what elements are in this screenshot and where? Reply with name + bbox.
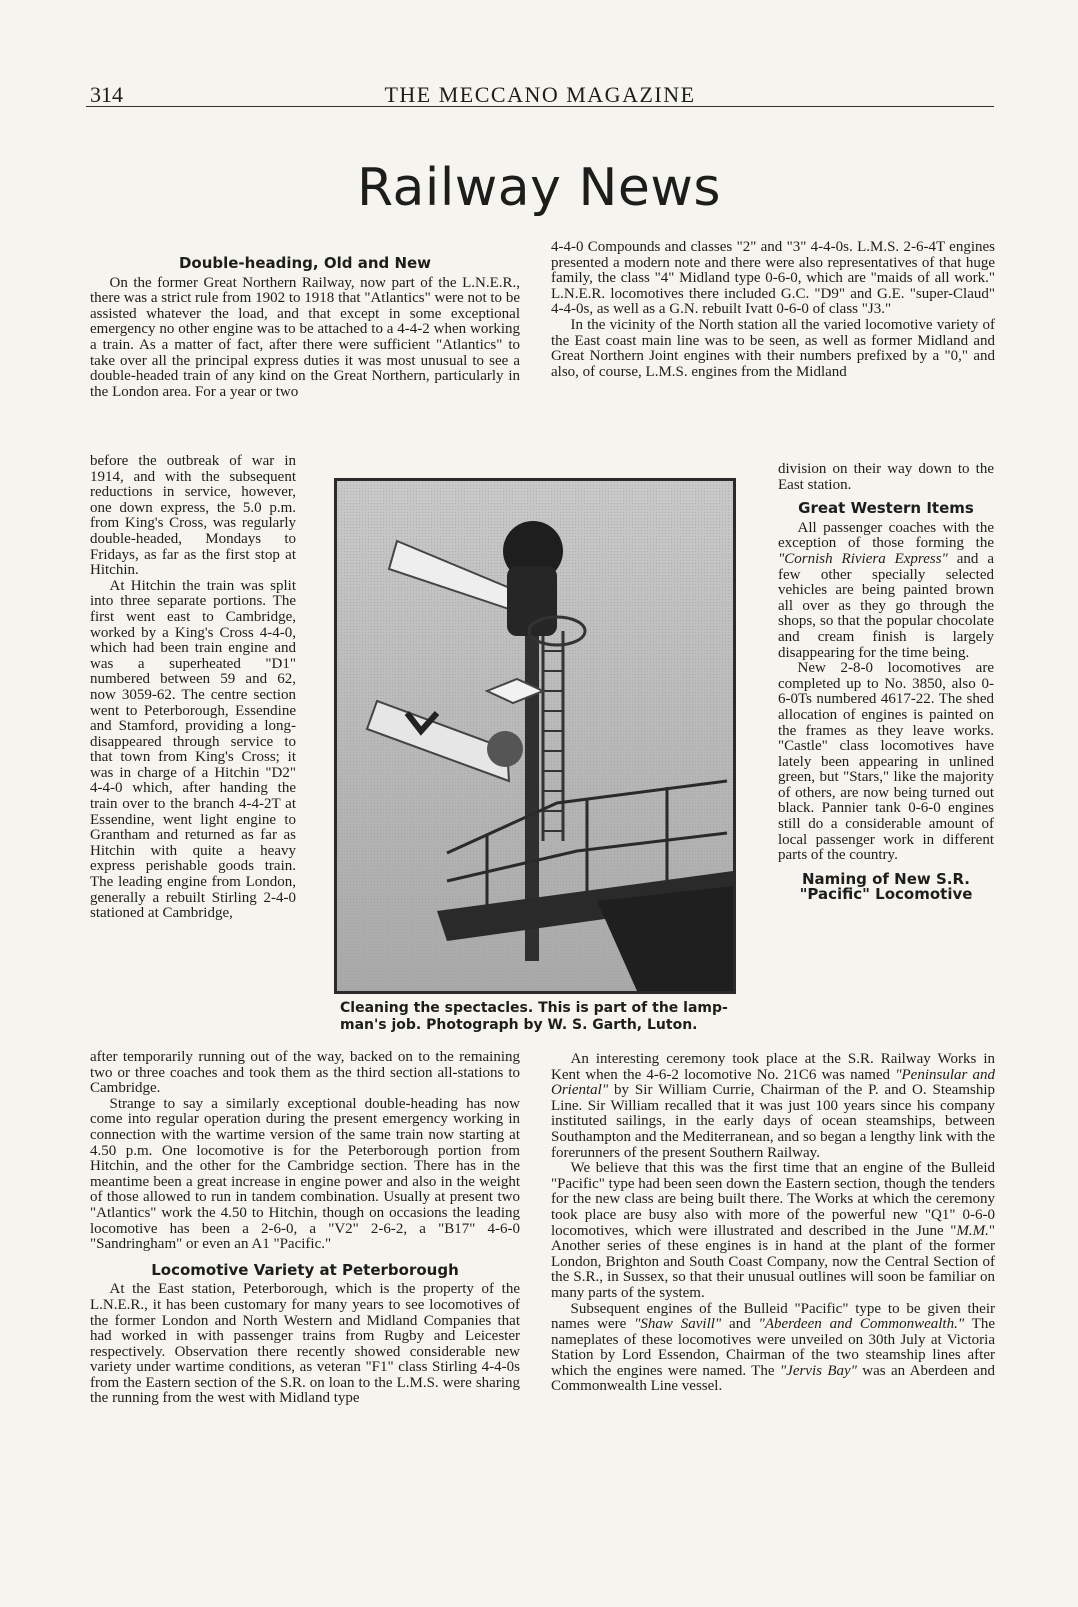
paragraph: We believe that this was the first time that an engine of the Bulleid "Pacific" type had been seen down the Eastern section, though the tenders for the new class are being built there. The Works at which the ceremony took place are busy also with more of the powerful new "Q1" 0-6-0 locomotives, which were illustrated and described in the June "M.M." Another series of these engines is in hand at the plant of the former London, Brighton and South Coast Company, now the Central Section of the S.R., in Sussex, so that their unusual outlines will soon be familiar on many parts of the system. bbox=[551, 1160, 995, 1301]
paragraph: New 2-8-0 locomotives are completed up to No. 3850, also 0-6-0Ts numbered 4617-22. The shed allocation of engines is painted on the frames as they leave works. "Castle" class locomotives have lately been appearing in unlined green, but "Stars," like the majority of others, are now being turned out black. Pannier tank 0-6-0 engines still do a considerable amount of local passenger work in different parts of the country. bbox=[778, 660, 994, 864]
paragraph: Strange to say a similarly exceptional double-heading has now come into regular operation during the present emergency working in connection with the wartime version of the same train now starting at 4.50 p.m. One locomotive is for the Peterborough portion from Hitchin, and the other for the Cambridge section. There has in the meantime been a great increase in engine power and also in the weight of those allowed to run in tandem combination. Usually at present two "Atlantics" work the 4.50 to Hitchin, though on occasions the leading locomotive has been a 2-6-0, a "V2" 2-6-2, a "B17" 4-6-0 "Sandringham" or even an A1 "Pacific." bbox=[90, 1095, 520, 1253]
left-column-top bbox=[90, 250, 520, 400]
section-heading-peterborough: Locomotive Variety at Peterborough bbox=[151, 1260, 459, 1279]
paragraph: Subsequent engines of the Bulleid "Pacific" type to be given their names were "Shaw Savill" and "Aberdeen and Commonwealth." The nameplates of these locomotives were unveiled on 30th July at Victoria Station by Lord Essendon, Chairman of the two steamship lines after which the engines were named. The "Jervis Bay" was an Aberdeen and Commonwealth Line vessel. bbox=[551, 1300, 995, 1395]
magazine-title: THE MECCANO MAGAZINE bbox=[384, 82, 696, 107]
paragraph: after temporarily running out of the way, backed on to the remaining two or three coaches and took them as the third section all-stations to Cambridge. bbox=[90, 1049, 520, 1097]
right-column-bottom bbox=[551, 1052, 995, 1395]
section-heading-great-western: Great Western Items bbox=[798, 499, 974, 518]
paragraph: On the former Great Northern Railway, now part of the L.N.E.R., there was a strict rule from 1902 to 1918 that "Atlantics" were not to be assisted whatever the load, and that except in some exceptional emergency no other engine was to be attached to a 4-4-2 when working a train. As a matter of fact, after there were sufficient "Atlantics" to take over all the principal express duties it was most unusual to see a double-headed train of any kind on the Great Northern, particularly in the London area. For a year or two bbox=[90, 274, 520, 400]
section-heading-double-heading: Double-heading, Old and New bbox=[178, 254, 432, 272]
left-column-bottom bbox=[90, 1050, 520, 1407]
photograph-signal-lamp bbox=[334, 478, 736, 994]
paragraph: before the outbreak of war in 1914, and with the subsequent reductions in service, however, one down express, the 5.0 p.m. from King's Cross, was regularly double-headed, Mondays to Fridays, as far as the first stop at Hitchin. bbox=[90, 453, 296, 579]
page-header bbox=[86, 78, 994, 107]
right-column-top bbox=[551, 240, 995, 380]
left-column-narrow bbox=[90, 454, 296, 922]
paragraph: In the vicinity of the North station all the varied locomotive variety of the East coast main line was to be seen, as well as former Midland and Great Northern Joint engines with their numbers prefixed by a "0," and also, of course, L.M.S. engines from the Midland bbox=[551, 316, 995, 380]
paragraph: All passenger coaches with the exception of those forming the "Cornish Riviera Express" and a few other specially selected vehicles are being painted brown all over as they go through the shops, so that the popular chocolate and cream finish is largely disappearing for the time being. bbox=[778, 519, 994, 661]
paragraph: At the East station, Peterborough, which is the property of the L.N.E.R., it has been customary for many years to see locomotives of the former London and North Western and Midland Companies that had worked in with passenger trains from Rugby and Leicester respectively. Observation there recently showed considerable new variety under wartime conditions, as veteran "F1" class Stirling 4-4-0s from the Eastern section of the S.R. on loan to the L.M.S. were sharing the running from the west with Midland type bbox=[90, 1281, 520, 1407]
page-number: 314 bbox=[90, 82, 123, 107]
paragraph: An interesting ceremony took place at the S.R. Railway Works in Kent when the 4-6-2 locomotive No. 21C6 was named "Peninsular and Oriental" by Sir William Currie, Chairman of the P. and O. Steamship Line. Sir William recalled that it was just 100 years since his company instituted sailings, in the early days of ocean steamships, between Southampton and the Mediterranean, and so began a lengthy link with the forerunners of the present Southern Railway. bbox=[551, 1051, 995, 1161]
paragraph: division on their way down to the East station. bbox=[778, 461, 994, 493]
photo-caption: Cleaning the spectacles. This is part of the lamp-man's job. Photograph by W. S. Garth, Luton. bbox=[340, 1000, 728, 1033]
paragraph: At Hitchin the train was split into three separate portions. The first went east to Cambridge, worked by a King's Cross 4-4-0, which had been train engine and was a superheated "D1" numbered between 59 and 62, now 3059-62. The centre section went to Peterborough, Essendine and Stamford, providing a long-disappeared through service to that town from King's Cross; it was in charge of a Hitchin "D2" 4-4-0 which, after handing the train over to the branch 4-4-2T at Essendine, went light engine to Grantham and returned as far as Hitchin with quite a heavy express perishable goods train. The leading engine from London, generally a rebuilt Stirling 2-4-0 stationed at Cambridge, bbox=[90, 577, 296, 922]
paragraph: 4-4-0 Compounds and classes "2" and "3" 4-4-0s. L.M.S. 2-6-4T engines presented a modern note and there were also representatives of that huge family, the class "4" Midland type 0-6-0, which are "maids of all work." L.N.E.R. locomotives there included G.C. "D9" and G.E. "super-Claud" 4-4-0s, as well as a G.N. rebuilt Ivatt 0-6-0 of class "J3." bbox=[551, 239, 995, 318]
page-title: Railway News bbox=[357, 158, 721, 218]
section-heading-naming: Naming of New S.R. "Pacific" Locomotive bbox=[799, 869, 973, 904]
right-column-narrow bbox=[778, 462, 994, 907]
signal-illustration bbox=[337, 481, 733, 991]
